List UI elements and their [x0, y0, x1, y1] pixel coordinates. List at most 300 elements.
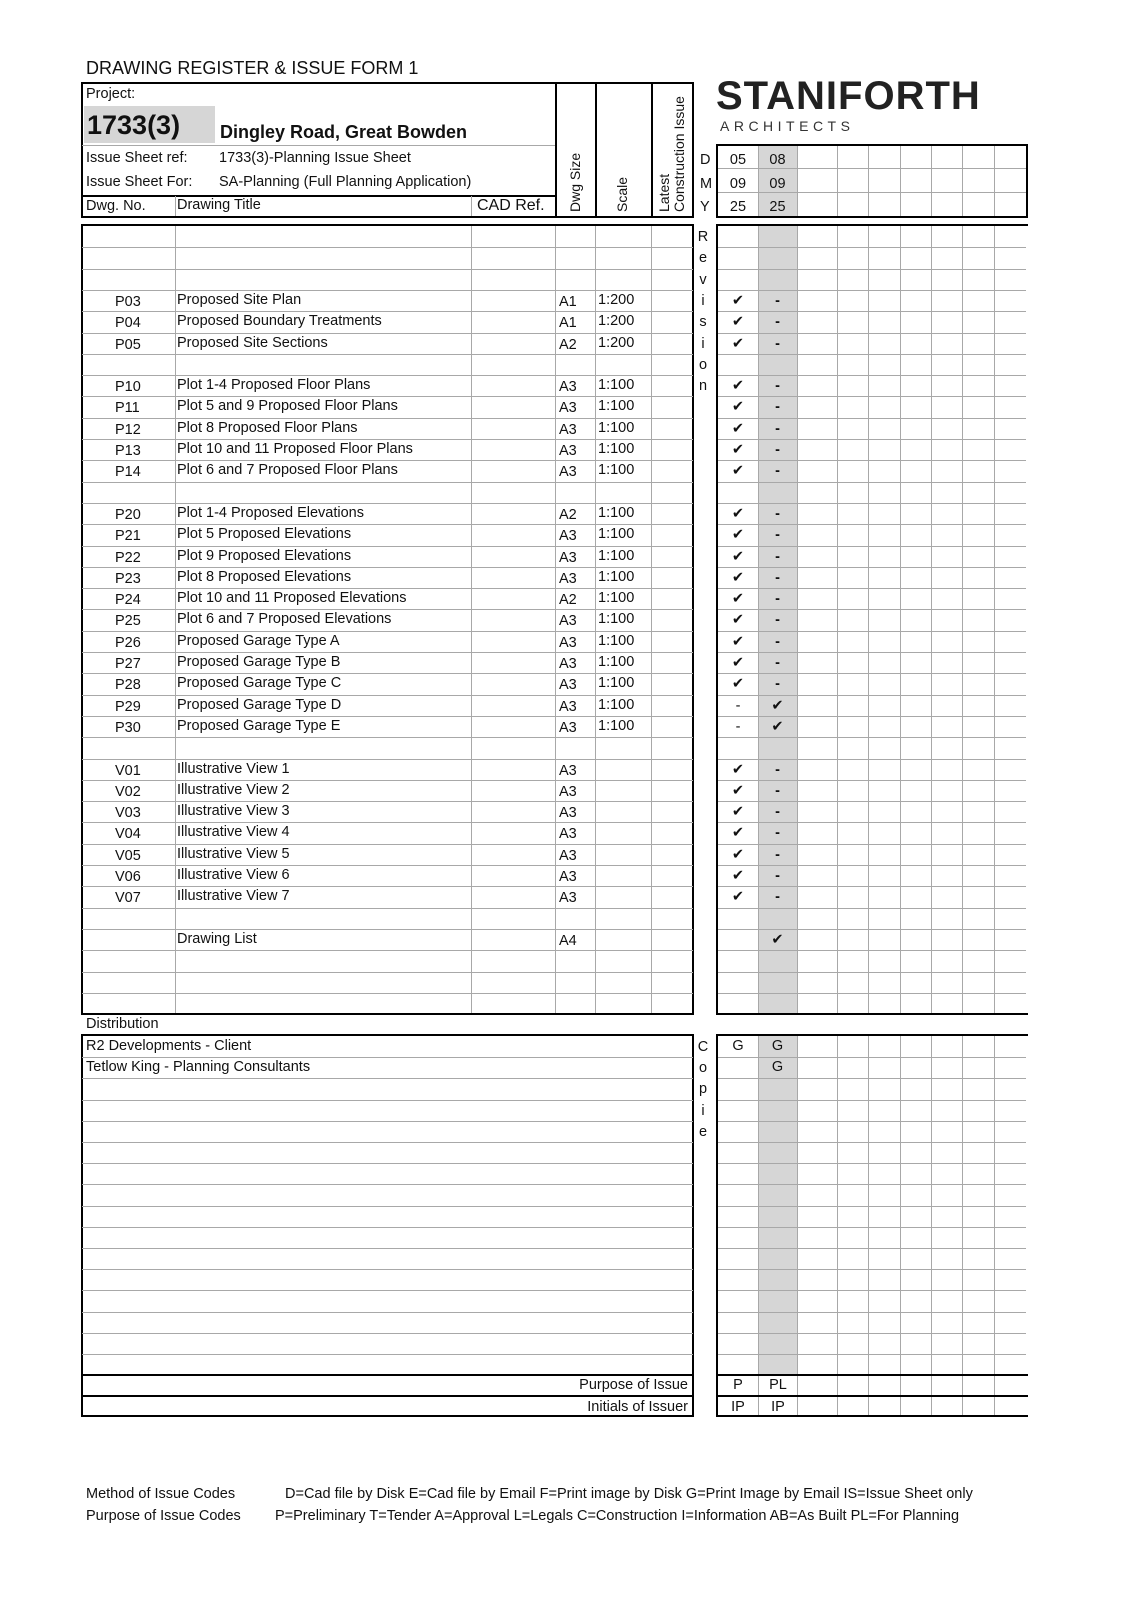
rev-row-divider — [718, 460, 1026, 461]
drawing-size: A3 — [559, 890, 577, 906]
rev-row-divider — [718, 418, 1026, 419]
drawing-number: P23 — [115, 571, 141, 587]
drawing-number: V04 — [115, 826, 141, 842]
issue-sheet-for: SA-Planning (Full Planning Application) — [219, 174, 472, 190]
revision-1-mark: ✔ — [731, 314, 745, 330]
rev-row-divider — [718, 333, 1026, 334]
drawing-number: V03 — [115, 805, 141, 821]
row-divider — [82, 822, 693, 823]
drawing-size: A3 — [559, 869, 577, 885]
purpose-1: P — [733, 1377, 743, 1393]
rev-row-divider — [718, 439, 1026, 440]
revision-1-mark: ✔ — [731, 634, 745, 650]
purpose-label: Purpose of Issue — [579, 1377, 688, 1393]
drawing-scale: 1:200 — [598, 292, 635, 308]
rev-row-divider — [718, 822, 1026, 823]
revision-2-mark: - — [775, 655, 780, 671]
copies-row-divider — [718, 1227, 1026, 1228]
drawing-size: A3 — [559, 571, 577, 587]
drawing-number: P05 — [115, 337, 141, 353]
row-divider — [82, 695, 693, 696]
revision-2-mark: - — [775, 847, 780, 863]
drawing-size: A3 — [559, 677, 577, 693]
issue-date-d: 08 — [769, 152, 786, 168]
rev-row-divider — [718, 269, 1026, 270]
drawing-title: Illustrative View 5 — [177, 846, 290, 862]
drawing-number: P20 — [115, 507, 141, 523]
drawing-size: A3 — [559, 699, 577, 715]
revision-2-mark: - — [775, 889, 780, 905]
drawing-number: P11 — [115, 400, 140, 416]
drawing-scale: 1:100 — [598, 420, 635, 436]
date-label: M — [700, 176, 713, 192]
copies-col-divider — [837, 1036, 838, 1415]
revision-2-mark: ✔ — [771, 698, 784, 714]
rev-row-divider — [718, 972, 1026, 973]
row-divider — [82, 439, 693, 440]
drawing-number: P14 — [115, 464, 141, 480]
rev-col-divider — [962, 226, 963, 1013]
rev-row-divider — [718, 609, 1026, 610]
issue-date-m: 09 — [769, 176, 786, 192]
revision-letter: o — [698, 357, 708, 373]
drawing-title: Illustrative View 3 — [177, 803, 290, 819]
row-divider — [82, 588, 693, 589]
revision-2-mark: - — [775, 634, 780, 650]
issue-date-y: 25 — [729, 199, 747, 215]
revision-1-mark: ✔ — [731, 591, 745, 607]
copies-col-divider — [962, 1036, 963, 1415]
revision-2-mark: - — [775, 336, 780, 352]
drawing-title: Illustrative View 6 — [177, 867, 290, 883]
issue-sheet-for-label: Issue Sheet For: — [86, 174, 193, 190]
row-divider — [82, 503, 693, 504]
drawing-title: Illustrative View 4 — [177, 824, 290, 840]
drawing-number: V06 — [115, 869, 141, 885]
dist-row-divider — [82, 1184, 693, 1185]
revision-1-mark: ✔ — [731, 293, 745, 309]
distribution-table — [81, 1034, 694, 1417]
drawing-number: P21 — [115, 528, 141, 544]
rev-row-divider — [718, 546, 1026, 547]
rev-row-divider — [718, 929, 1026, 930]
drawing-title: Plot 9 Proposed Elevations — [177, 548, 352, 564]
revision-2-mark: - — [775, 527, 780, 543]
drawing-title: Plot 6 and 7 Proposed Elevations — [177, 611, 392, 627]
rev-row-divider — [718, 247, 1026, 248]
revision-1-mark: ✔ — [731, 336, 745, 352]
drawing-size: A3 — [559, 443, 577, 459]
drawing-title: Plot 8 Proposed Floor Plans — [177, 420, 358, 436]
drawing-title: Proposed Garage Type C — [177, 675, 342, 691]
rev-col-divider — [797, 226, 798, 1013]
drawing-number: P22 — [115, 550, 141, 566]
drawing-title: Proposed Garage Type E — [177, 718, 341, 734]
revision-2-mark: - — [775, 421, 780, 437]
logo-sub: ARCHITECTS — [720, 118, 855, 134]
drawing-title: Proposed Site Plan — [177, 292, 302, 308]
dist-row-divider — [82, 1290, 693, 1291]
col-dwg-size: Dwg Size — [567, 152, 583, 212]
revision-letter: R — [697, 229, 709, 245]
row-divider — [82, 886, 693, 887]
revision-letter: e — [698, 250, 708, 266]
issue-date-y: 25 — [769, 199, 786, 215]
rev-row-divider — [718, 908, 1026, 909]
drawing-title: Plot 6 and 7 Proposed Floor Plans — [177, 462, 398, 478]
drawing-scale: 1:100 — [598, 505, 635, 521]
drawing-title: Illustrative View 2 — [177, 782, 290, 798]
rev-row-divider — [718, 993, 1026, 994]
row-divider — [82, 354, 693, 355]
drawing-title: Plot 10 and 11 Proposed Elevations — [177, 590, 407, 606]
drawing-size: A3 — [559, 635, 577, 651]
revision-1-mark: ✔ — [731, 868, 745, 884]
drawing-number: P04 — [115, 315, 141, 331]
revision-2-mark: - — [775, 463, 780, 479]
col-drawing-title: Drawing Title — [177, 197, 261, 213]
revision-1-mark: ✔ — [731, 847, 745, 863]
row-divider — [82, 865, 693, 866]
drawing-size: A3 — [559, 848, 577, 864]
row-divider — [82, 972, 693, 973]
dist-row-divider — [82, 1163, 693, 1164]
drawing-title: Proposed Site Sections — [177, 335, 328, 351]
revision-1-mark: ✔ — [731, 804, 745, 820]
drawing-size: A3 — [559, 720, 577, 736]
revision-1-mark: ✔ — [731, 889, 745, 905]
row-divider — [82, 418, 693, 419]
row-divider — [82, 546, 693, 547]
drawing-number: V02 — [115, 784, 141, 800]
rev-row-divider — [718, 673, 1026, 674]
revision-1-mark: ✔ — [731, 506, 745, 522]
revision-1-mark: ✔ — [731, 463, 745, 479]
issue-sheet-ref-label: Issue Sheet ref: — [86, 150, 188, 166]
revision-2-mark: - — [775, 825, 780, 841]
revision-2-mark: - — [775, 314, 780, 330]
revision-2-mark: - — [775, 506, 780, 522]
copies-row-divider — [718, 1206, 1026, 1207]
drawing-size: A3 — [559, 784, 577, 800]
rev-row-divider — [718, 716, 1026, 717]
revision-letter: i — [701, 336, 705, 352]
drawing-title: Proposed Garage Type B — [177, 654, 341, 670]
revision-2-mark: - — [775, 442, 780, 458]
copies-row-divider — [718, 1163, 1026, 1164]
row-divider — [82, 396, 693, 397]
copies-row-divider — [718, 1354, 1026, 1355]
row-divider — [82, 652, 693, 653]
rev-row-divider — [718, 886, 1026, 887]
row-divider — [82, 950, 693, 951]
project-name: Dingley Road, Great Bowden — [220, 122, 468, 142]
revision-1-mark: ✔ — [731, 676, 745, 692]
purpose-2: PL — [769, 1377, 787, 1393]
revision-2-mark: - — [775, 868, 780, 884]
drawing-size: A3 — [559, 613, 577, 629]
distribution-recipient: Tetlow King - Planning Consultants — [86, 1059, 311, 1075]
drawing-size: A3 — [559, 422, 577, 438]
copies-row-divider — [718, 1269, 1026, 1270]
copies-row-divider — [718, 1057, 1026, 1058]
drawing-size: A3 — [559, 379, 577, 395]
revision-1-mark: ✔ — [731, 783, 745, 799]
copies-letter: o — [698, 1060, 708, 1076]
dist-row-divider — [82, 1206, 693, 1207]
row-divider — [82, 993, 693, 994]
drawing-scale: 1:100 — [598, 377, 635, 393]
revision-2-mark: - — [775, 676, 780, 692]
rev-row-divider — [718, 652, 1026, 653]
distribution-label: Distribution — [86, 1016, 159, 1032]
drawing-title: Plot 5 and 9 Proposed Floor Plans — [177, 398, 398, 414]
drawing-scale: 1:100 — [598, 441, 635, 457]
copies-row-divider — [718, 1078, 1026, 1079]
col-dwg-no: Dwg. No. — [86, 198, 146, 214]
distribution-recipient: R2 Developments - Client — [86, 1038, 252, 1054]
drawing-number: P30 — [115, 720, 141, 736]
dist-row-divider — [82, 1078, 693, 1079]
issue-sheet-ref: 1733(3)-Planning Issue Sheet — [219, 150, 411, 166]
drawing-title: Illustrative View 7 — [177, 888, 290, 904]
rev-row-divider — [718, 759, 1026, 760]
drawing-scale: 1:100 — [598, 718, 635, 734]
revision-2-mark: - — [775, 570, 780, 586]
method-codes: D=Cad file by Disk E=Cad file by Email F=Print image by Disk G=Print Image by Email IS=Issue Sheet only — [285, 1486, 973, 1502]
row-divider — [82, 290, 693, 291]
revision-1-mark: - — [735, 698, 741, 714]
copies-2: G — [771, 1038, 784, 1054]
drawing-number: P27 — [115, 656, 141, 672]
copies-row-divider — [718, 1333, 1026, 1334]
logo-name: STANIFORTH — [716, 74, 981, 118]
row-divider — [82, 631, 693, 632]
copies-col-divider — [758, 1036, 759, 1415]
revision-2-mark: - — [775, 804, 780, 820]
drawing-title: Plot 1-4 Proposed Floor Plans — [177, 377, 371, 393]
row-divider — [82, 609, 693, 610]
drawing-title: Proposed Garage Type A — [177, 633, 340, 649]
drawing-number: P13 — [115, 443, 141, 459]
revision-2-mark: - — [775, 549, 780, 565]
row-divider — [82, 375, 693, 376]
revision-2-mark: ✔ — [771, 719, 784, 735]
rev-col-divider — [994, 226, 995, 1013]
copies-row-divider — [718, 1142, 1026, 1143]
dist-row-divider — [82, 1227, 693, 1228]
copies-col-divider — [931, 1036, 932, 1415]
drawing-scale: 1:100 — [598, 526, 635, 542]
revision-2-mark: - — [775, 293, 780, 309]
initials-2: IP — [771, 1399, 785, 1415]
drawing-size: A3 — [559, 400, 577, 416]
rev-row-divider — [718, 631, 1026, 632]
drawing-number: P28 — [115, 677, 141, 693]
revision-1-mark: ✔ — [731, 399, 745, 415]
initials-1: IP — [731, 1399, 745, 1415]
revision-1-mark: ✔ — [731, 570, 745, 586]
rev-row-divider — [718, 311, 1026, 312]
rev-row-divider — [718, 567, 1026, 568]
drawing-number: P10 — [115, 379, 141, 395]
revision-letter: n — [698, 378, 708, 394]
dist-row-divider — [82, 1057, 693, 1058]
drawing-scale: 1:100 — [598, 633, 635, 649]
rev-row-divider — [718, 844, 1026, 845]
drawing-size: A1 — [559, 294, 577, 310]
revision-1-mark: - — [735, 719, 741, 735]
revision-1-mark: ✔ — [731, 655, 745, 671]
revision-letter: i — [701, 293, 705, 309]
drawing-title: Proposed Boundary Treatments — [177, 313, 382, 329]
copies-row-divider — [718, 1312, 1026, 1313]
copies-row-divider — [718, 1121, 1026, 1122]
row-divider — [82, 269, 693, 270]
row-divider — [82, 460, 693, 461]
col-cad-ref: CAD Ref. — [477, 197, 545, 214]
dist-row-divider — [82, 1269, 693, 1270]
date-label: D — [700, 152, 711, 168]
col-scale: Scale — [614, 176, 630, 212]
revision-2-mark: - — [775, 612, 780, 628]
purpose-codes-label: Purpose of Issue Codes — [86, 1508, 241, 1524]
drawing-size: A3 — [559, 805, 577, 821]
rev-row-divider — [718, 801, 1026, 802]
drawing-title: Plot 8 Proposed Elevations — [177, 569, 352, 585]
drawing-size: A4 — [559, 933, 577, 949]
row-divider — [82, 780, 693, 781]
method-codes-label: Method of Issue Codes — [86, 1486, 236, 1502]
dist-row-divider — [82, 1142, 693, 1143]
row-divider — [82, 482, 693, 483]
drawing-scale: 1:100 — [598, 675, 635, 691]
copies-row-divider — [718, 1248, 1026, 1249]
copies-row-divider — [718, 1184, 1026, 1185]
initials-label: Initials of Issuer — [587, 1399, 688, 1415]
revision-1-mark: ✔ — [731, 549, 745, 565]
col-latest-2: Construction Issue — [671, 96, 687, 212]
row-divider — [82, 929, 693, 930]
copies-col-divider — [994, 1036, 995, 1415]
drawing-size: A3 — [559, 464, 577, 480]
rev-row-divider — [718, 695, 1026, 696]
rev-row-divider — [718, 396, 1026, 397]
revision-letter: v — [699, 272, 707, 288]
row-divider — [82, 567, 693, 568]
rev-row-divider — [718, 290, 1026, 291]
copies-row-divider — [718, 1290, 1026, 1291]
issue-date-m: 09 — [729, 176, 747, 192]
rev-row-divider — [718, 588, 1026, 589]
drawing-number: P29 — [115, 699, 141, 715]
revision-1-mark: ✔ — [731, 527, 745, 543]
col-latest-1: Latest — [656, 173, 672, 212]
copies-letter: e — [698, 1124, 708, 1140]
drawing-size: A2 — [559, 592, 577, 608]
drawing-title: Plot 5 Proposed Elevations — [177, 526, 352, 542]
row-divider — [82, 908, 693, 909]
rev-row-divider — [718, 737, 1026, 738]
row-divider — [82, 333, 693, 334]
revision-2-mark: - — [775, 762, 780, 778]
copies-letter: i — [701, 1103, 705, 1119]
drawing-title: Illustrative View 1 — [177, 761, 290, 777]
copies-col-divider — [868, 1036, 869, 1415]
drawing-scale: 1:100 — [598, 611, 635, 627]
rev-col-divider — [837, 226, 838, 1013]
drawing-number: P24 — [115, 592, 141, 608]
rev-row-divider — [718, 524, 1026, 525]
drawing-number: P03 — [115, 294, 141, 310]
copies-2: G — [771, 1059, 784, 1075]
drawing-scale: 1:200 — [598, 335, 635, 351]
rev-row-divider — [718, 865, 1026, 866]
revision-1-mark: ✔ — [731, 612, 745, 628]
purpose-codes: P=Preliminary T=Tender A=Approval L=Legals C=Construction I=Information AB=As Built PL=For Planning — [275, 1508, 960, 1524]
row-divider — [82, 247, 693, 248]
drawing-number: P25 — [115, 613, 141, 629]
dist-row-divider — [82, 1312, 693, 1313]
drawing-size: A3 — [559, 763, 577, 779]
drawing-title: Proposed Garage Type D — [177, 697, 342, 713]
drawing-scale: 1:100 — [598, 590, 635, 606]
revision-1-mark: ✔ — [731, 421, 745, 437]
drawing-size: A3 — [559, 826, 577, 842]
copies-1: G — [732, 1038, 744, 1054]
rev-row-divider — [718, 780, 1026, 781]
revision-1-mark: ✔ — [731, 442, 745, 458]
drawing-size: A1 — [559, 315, 577, 331]
drawing-scale: 1:100 — [598, 462, 635, 478]
drawing-size: A2 — [559, 507, 577, 523]
row-divider — [82, 759, 693, 760]
issue-date-d: 05 — [729, 152, 747, 168]
drawing-scale: 1:200 — [598, 313, 635, 329]
row-divider — [82, 673, 693, 674]
row-divider — [82, 311, 693, 312]
revision-2-mark: - — [775, 591, 780, 607]
dist-row-divider — [82, 1354, 693, 1355]
drawing-title: Plot 1-4 Proposed Elevations — [177, 505, 364, 521]
row-divider — [82, 524, 693, 525]
dist-row-divider — [82, 1333, 693, 1334]
drawing-scale: 1:100 — [598, 569, 635, 585]
rev-row-divider — [718, 375, 1026, 376]
revision-1-mark: ✔ — [731, 378, 745, 394]
drawing-scale: 1:100 — [598, 398, 635, 414]
copies-col-divider — [797, 1036, 798, 1415]
date-label: Y — [700, 199, 710, 215]
row-divider — [82, 844, 693, 845]
copies-letter: p — [698, 1081, 708, 1097]
revision-2-mark: - — [775, 378, 780, 394]
drawing-scale: 1:100 — [598, 548, 635, 564]
drawing-size: A3 — [559, 528, 577, 544]
form-title: DRAWING REGISTER & ISSUE FORM 1 — [86, 58, 419, 78]
drawing-scale: 1:100 — [598, 654, 635, 670]
copies-letter: C — [697, 1039, 709, 1055]
drawing-scale: 1:100 — [598, 697, 635, 713]
drawing-size: A3 — [559, 656, 577, 672]
revision-1-mark: ✔ — [731, 762, 745, 778]
rev-col-divider — [868, 226, 869, 1013]
revision-letter: s — [699, 314, 707, 330]
drawing-number: P12 — [115, 422, 141, 438]
drawing-number: V01 — [115, 763, 141, 779]
row-divider — [82, 737, 693, 738]
drawing-size: A2 — [559, 337, 577, 353]
